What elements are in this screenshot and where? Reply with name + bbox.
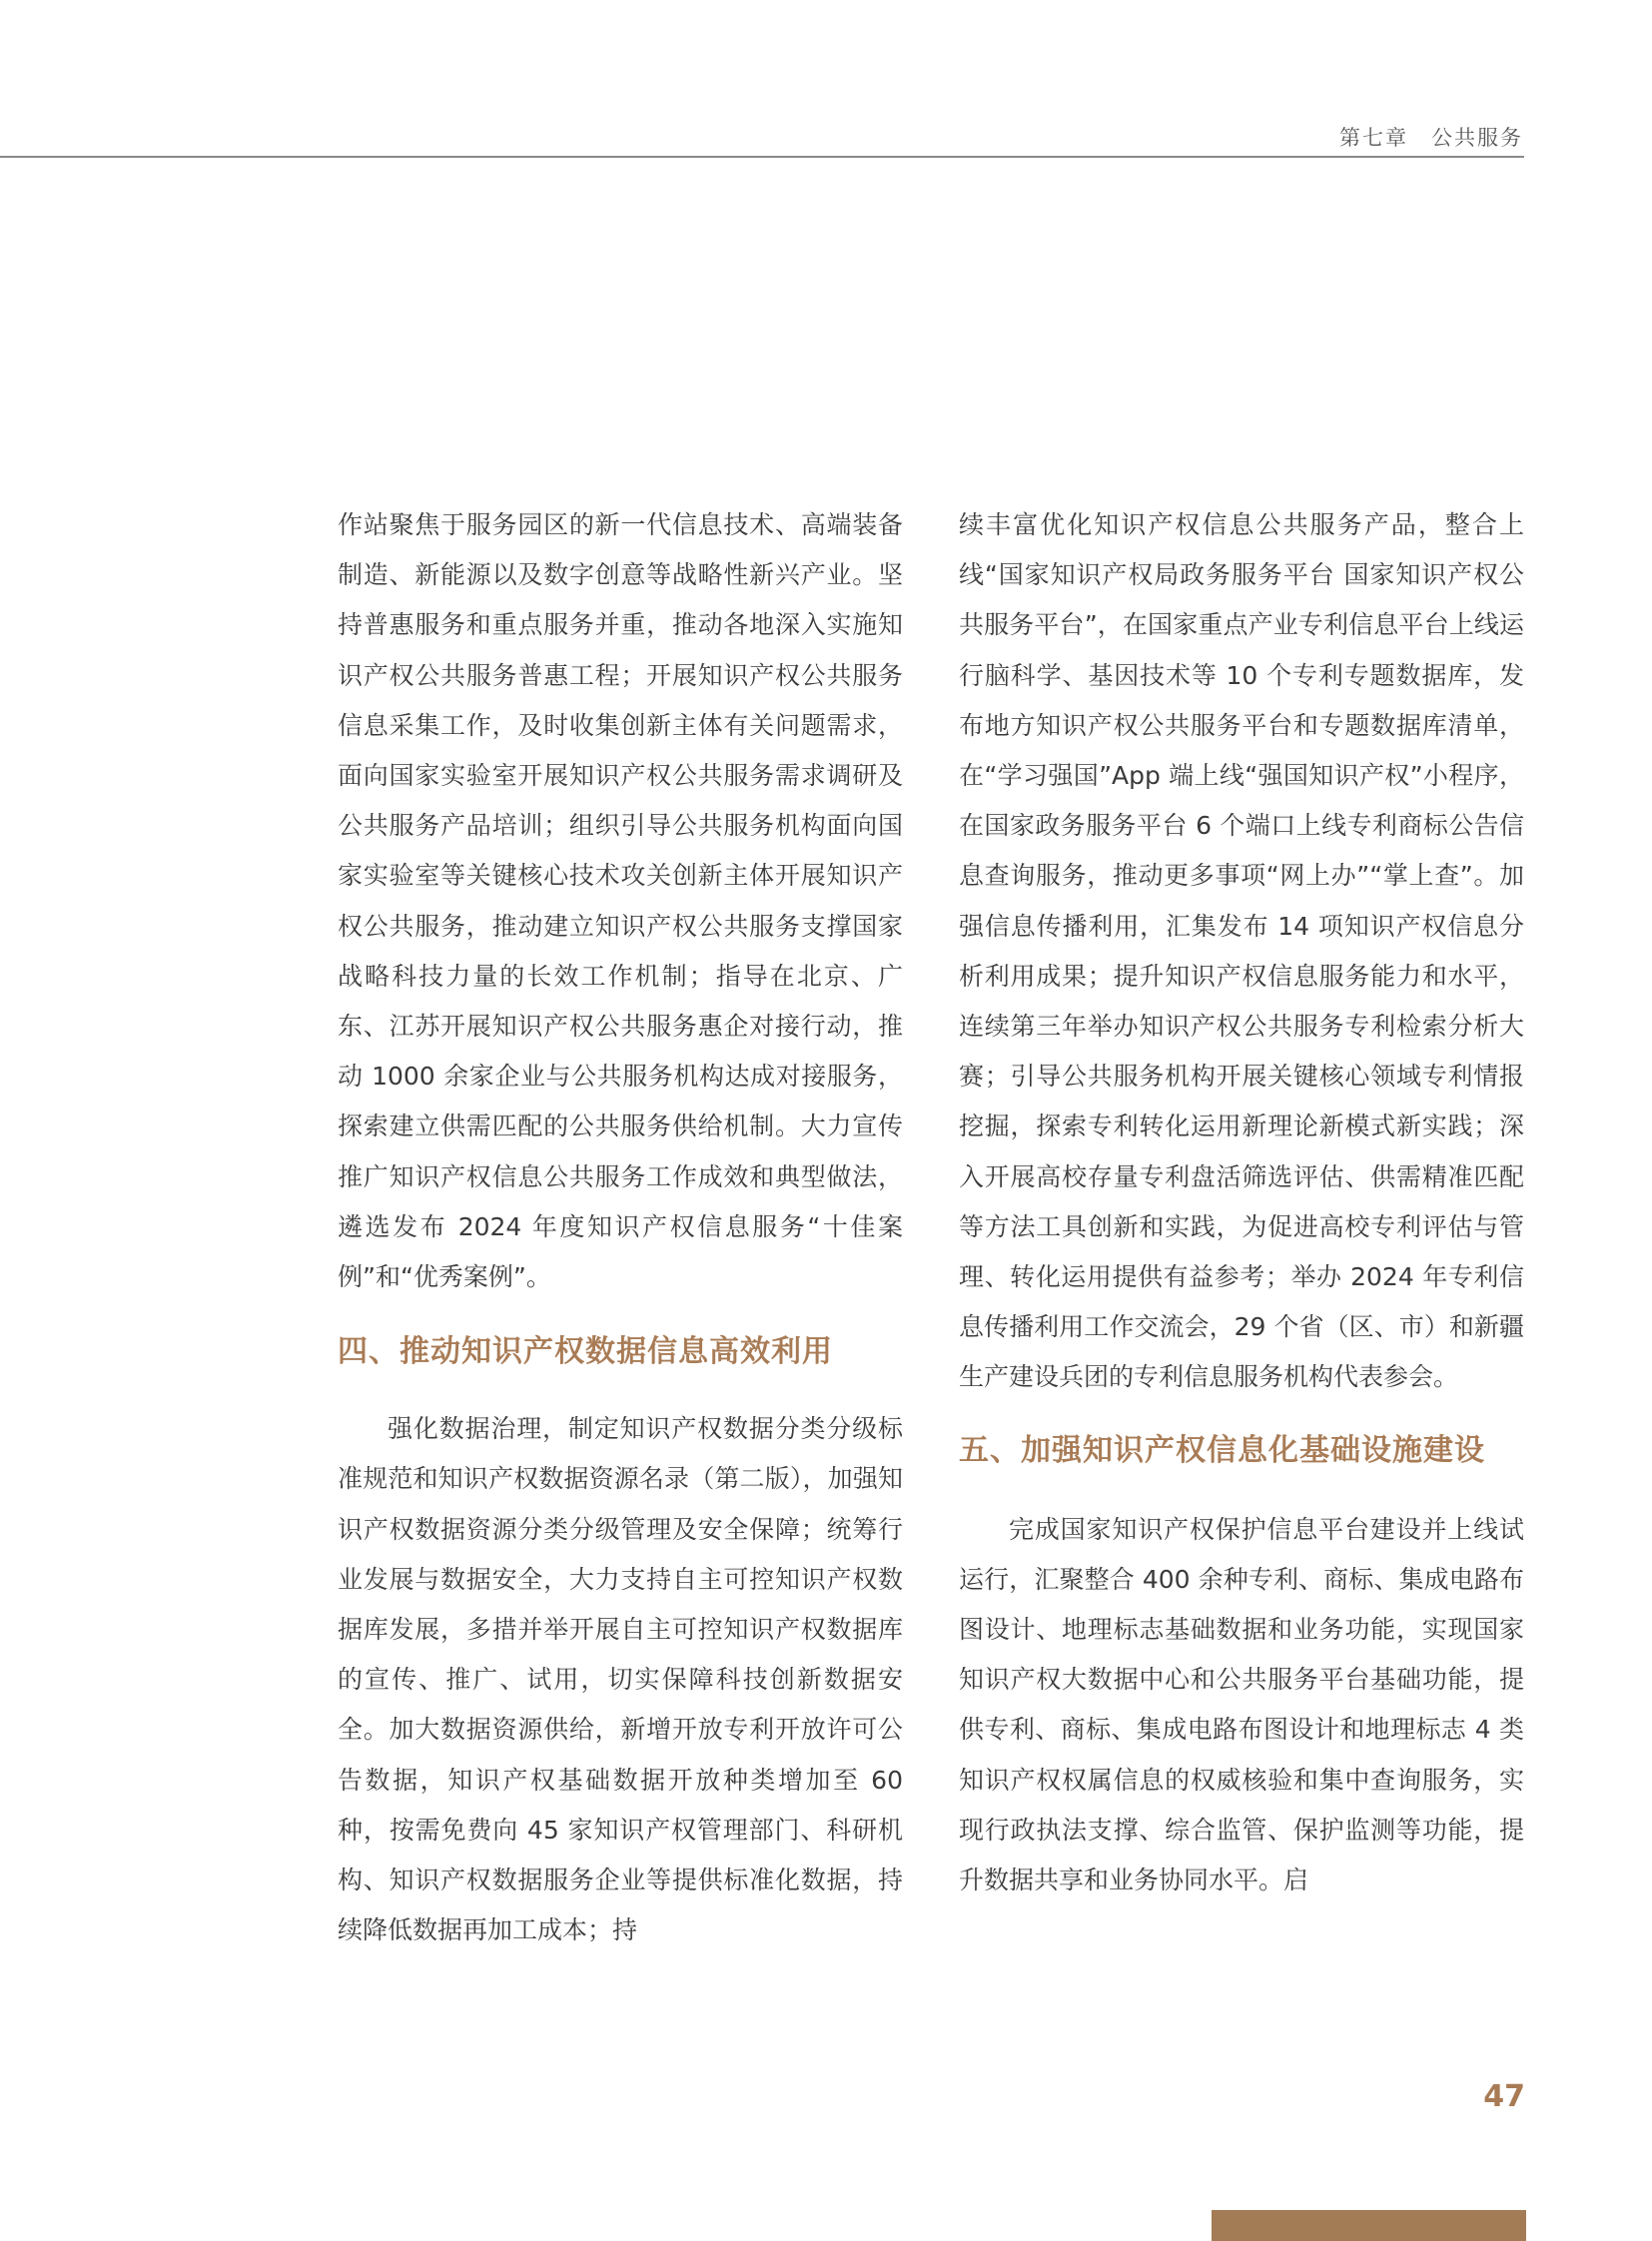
left-column (338, 500, 903, 1955)
left-paragraph-1: 作站聚焦于服务园区的新一代信息技术、高端装备制造、新能源以及数字创意等战略性新兴产业。坚持普惠服务和重点服务并重，推动各地深入实施知识产权公共服务普惠工程；开展知识产权公共服务信息采集工作，及时收集创新主体有关问题需求，面向国家实验室开展知识产权公共服务需求调研及公共服务产品培训；组织引导公共服务机构面向国家实验室等关键核心技术攻关创新主体开展知识产权公共服务，推动建立知识产权公共服务支撑国家战略科技力量的长效工作机制；指导在北京、广东、江苏开展知识产权公共服务惠企对接行动，推动 1000 余家企业与公共服务机构达成对接服务，探索建立供需匹配的公共服务供给机制。大力宣传推广知识产权信息公共服务工作成效和典型做法，遴选发布 2024 年度知识产权信息服务“十佳案例”和“优秀案例”。 (338, 510, 903, 1292)
page-number: 47 (1483, 2079, 1525, 2114)
running-header-chapter: 第七章 公共服务 (1339, 126, 1523, 150)
right-column (959, 500, 1524, 1905)
section-heading-5: 五、加强知识产权信息化基础设施建设 (959, 1432, 1485, 1468)
section-heading-4: 四、推动知识产权数据信息高效利用 (338, 1334, 833, 1370)
header-divider (0, 156, 1524, 158)
right-paragraph-1: 续丰富优化知识产权信息公共服务产品，整合上线“国家知识产权局政务服务平台 国家知识产权公共服务平台”，在国家重点产业专利信息平台上线运行脑科学、基因技术等 10 个专利专题数据库，发布地方知识产权公共服务平台和专题数据库清单，在“学习强国”App 端上线“强国知识产权”小程序，在国家政务服务平台 6 个端口上线专利商标公告信息查询服务，推动更多事项“网上办”“掌上查”。加强信息传播利用，汇集发布 14 项知识产权信息分析利用成果；提升知识产权信息服务能力和水平，连续第三年举办知识产权公共服务专利检索分析大赛；引导公共服务机构开展关键核心领域专利情报挖掘，探索专利转化运用新理论新模式新实践；深入开展高校存量专利盘活筛选评估、供需精准匹配等方法工具创新和实践，为促进高校专利评估与管理、转化运用提供有益参考；举办 2024 年专利信息传播利用工作交流会，29 个省（区、市）和新疆生产建设兵团的专利信息服务机构代表参会。 (959, 510, 1524, 1392)
footer-accent-block (1212, 2210, 1526, 2241)
left-paragraph-2: 强化数据治理，制定知识产权数据分类分级标准规范和知识产权数据资源名录（第二版），加强知识产权数据资源分类分级管理及安全保障；统筹行业发展与数据安全，大力支持自主可控知识产权数据库发展，多措并举开展自主可控知识产权数据库的宣传、推广、试用，切实保障科技创新数据安全。加大数据资源供给，新增开放专利开放许可公告数据，知识产权基础数据开放种类增加至 60 种，按需免费向 45 家知识产权管理部门、科研机构、知识产权数据服务企业等提供标准化数据，持续降低数据再加工成本；持 (338, 1414, 903, 1945)
right-paragraph-2: 完成国家知识产权保护信息平台建设并上线试运行，汇聚整合 400 余种专利、商标、集成电路布图设计、地理标志基础数据和业务功能，实现国家知识产权大数据中心和公共服务平台基础功能，提供专利、商标、集成电路布图设计和地理标志 4 类知识产权权属信息的权威核验和集中查询服务，实现行政执法支撑、综合监管、保护监测等功能，提升数据共享和业务协同水平。启 (959, 1514, 1524, 1895)
